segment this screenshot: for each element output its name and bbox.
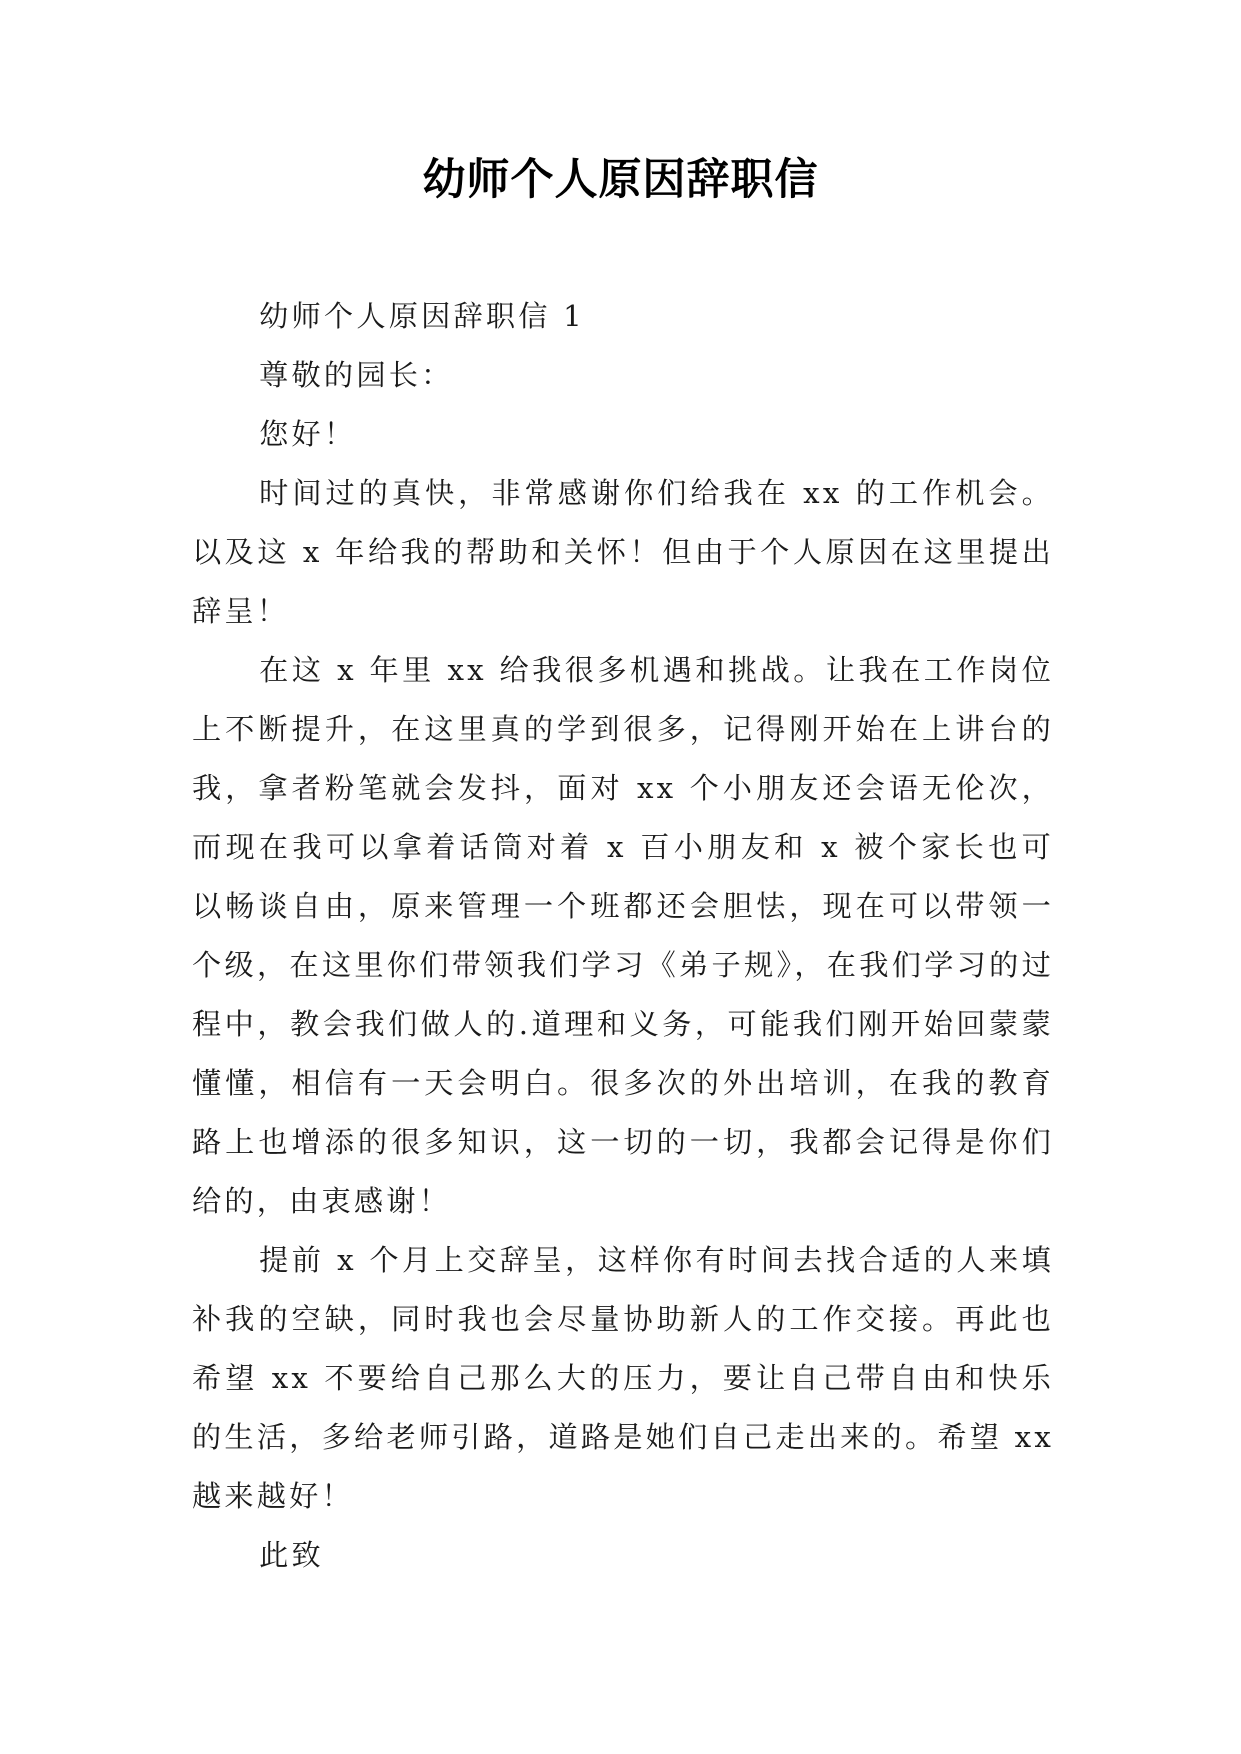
document-body — [192, 287, 1054, 1585]
letter-closing: 此致 — [259, 1538, 324, 1572]
letter-subtitle: 幼师个人原因辞职信 1 — [259, 299, 585, 333]
document-title: 幼师个人原因辞职信 — [422, 155, 819, 205]
letter-paragraph-intro: 时间过的真快，非常感谢你们给我在 xx 的工作机会。以及这 x 年给我的帮助和关怀！但由于个人原因在这里提出辞呈！ — [192, 476, 1054, 628]
letter-greeting: 您好！ — [259, 417, 357, 451]
letter-paragraph-experience: 在这 x 年里 xx 给我很多机遇和挑战。让我在工作岗位上不断提升，在这里真的学到很多，记得刚开始在上讲台的我，拿者粉笔就会发抖，面对 xx 个小朋友还会语无伦次，而现在我可以拿着话筒对着 x 百小朋友和 x 被个家长也可以畅谈自由，原来管理一个班都还会胆怯，现在可以带领一个级，在这里你们带领我们学习《弟子规》，在我们学习的过程中，教会我们做人的.道理和义务，可能我们刚开始回蒙蒙懂懂，相信有一天会明白。很多次的外出培训，在我的教育路上也增添的很多知识，这一切的一切，我都会记得是你们给的，由衷感谢！ — [192, 653, 1054, 1218]
letter-salutation: 尊敬的园长： — [259, 358, 454, 392]
letter-paragraph-notice: 提前 x 个月上交辞呈，这样你有时间去找合适的人来填补我的空缺，同时我也会尽量协助新人的工作交接。再此也希望 xx 不要给自己那么大的压力，要让自己带自由和快乐的生活，多给老师引路，道路是她们自己走出来的。希望 xx 越来越好！ — [192, 1243, 1054, 1513]
